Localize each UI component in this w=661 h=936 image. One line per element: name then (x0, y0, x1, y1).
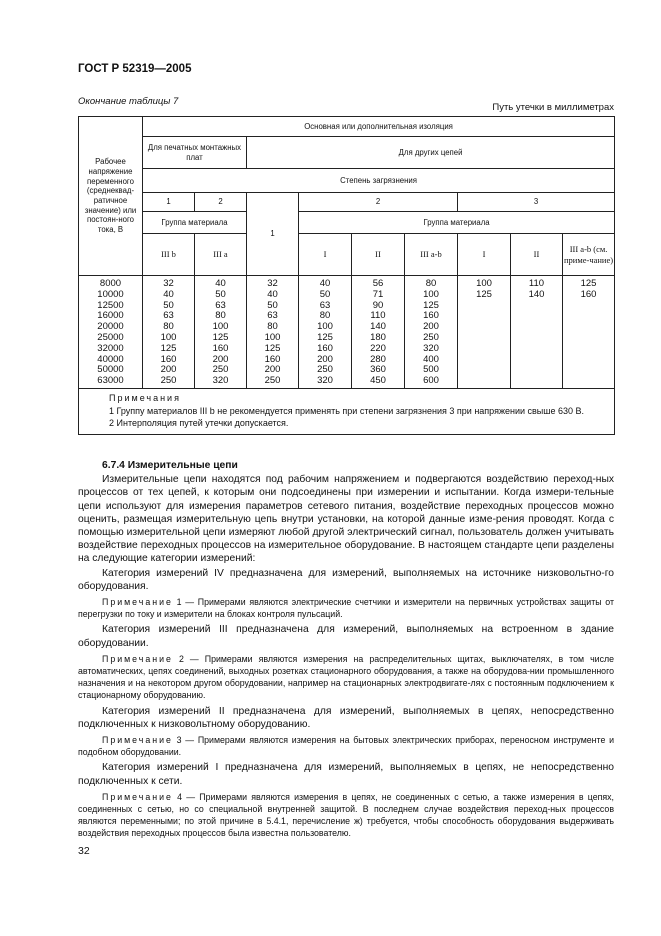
paragraph: Категория измерений III предназначена для измерений, выполняемых на встроенном в здание оборудовании. (78, 624, 614, 649)
notes-heading: Примечания (109, 393, 181, 403)
material-group: II (352, 234, 405, 276)
header-insulation: Основная или дополнительная изоляция (143, 117, 615, 137)
pollution-degree-3: 3 (458, 193, 615, 212)
paragraph: Категория измерений I предназначена для измерений, выполняемых в цепях, не непосредственно подключенных к сети. (78, 762, 614, 787)
table-note: 1 Группу материалов III b не рекомендуется применять при степени загрязнения 3 при напряжении свыше 630 В. (109, 405, 584, 416)
pollution-degree-2-other: 2 (299, 193, 458, 212)
note-text: 2 — Примерами являются измерения на распределительных щитах, выключателях, в том числе автоматических, цепях соединений, выходных розетках стационарного оборудования, а также на оборудова-нии промышленного назначения и на некотором другом оборудовании, например на стационарных электродвигате-лях с постоянным подключением к стационарному оборудованию. (78, 653, 614, 701)
note-label: Примечание (102, 735, 173, 746)
units-label: Путь утечки в миллиметрах (492, 102, 614, 113)
table-caption: Окончание таблицы 7 (78, 96, 179, 107)
data-column: 80 100 125 160 200 250 320 400 500 600 (405, 276, 458, 389)
creepage-table (78, 116, 615, 435)
header-other-circuits: Для других цепей (247, 137, 615, 169)
section-body (78, 459, 614, 843)
data-column: 32 40 50 63 80 100 125 160 200 250 (143, 276, 195, 389)
data-column: 32 40 50 63 80 100 125 160 200 250 (247, 276, 299, 389)
note (78, 596, 614, 620)
document-header: ГОСТ Р 52319—2005 (78, 63, 192, 75)
section-heading: 6.7.4 Измерительные цепи (102, 460, 238, 471)
material-group-label: III a-b (см. приме-чание) (564, 243, 614, 265)
material-group (563, 234, 615, 276)
data-column: 40 50 63 80 100 125 160 200 250 320 (299, 276, 352, 389)
note (78, 653, 614, 702)
material-group: III a-b (405, 234, 458, 276)
material-group: I (458, 234, 511, 276)
data-column: 100 125 (458, 276, 511, 389)
material-group: III b (143, 234, 195, 276)
material-group: I (299, 234, 352, 276)
paragraph: Измерительные цепи находятся под рабочим напряжением и подвергаются воздействию переход-ных процессов от тех цепей, к которым они подсоединены при измерении и испытании. Когда измери-тельные цепи используют для измерения параметров сетевого питания, воздействие переходных процессов можно оценить, размещая измерительную цепь внутри установки, на которой данные изме-рения проводят. Когда с помощью измерительной цепи измеряют любой другой электрический сигнал, пользователь должен учитывать воздействие переходных процессов на измерительное оборудование. В настоящем стандарте цепи разделены на следующие категории измерений: (78, 474, 614, 565)
header-pcb: Для печатных монтажных плат (143, 137, 247, 169)
note-label: Примечание (102, 653, 173, 664)
data-column: 40 50 63 80 100 125 160 200 250 320 (195, 276, 247, 389)
note (78, 734, 614, 758)
material-group: III a (195, 234, 247, 276)
material-group-pcb: Группа материала (143, 212, 247, 234)
pollution-degree-1: 1 (143, 193, 195, 212)
data-column: 110 140 (511, 276, 563, 389)
voltage-column: 8000 10000 12500 16000 20000 25000 32000 40000 50000 63000 (79, 276, 143, 389)
note (78, 791, 614, 840)
table-note: 2 Интерполяция путей утечки допускается. (109, 418, 289, 428)
header-voltage: Рабочее напряжение переменного (среднеквад-ратичное значение) или постоян-ного тока, В (79, 117, 143, 276)
header-pollution-degree: Степень загрязнения (143, 169, 615, 193)
paragraph: Категория измерений IV предназначена для измерений, выполняемых на источнике низковольтно-го оборудования. (78, 567, 614, 592)
note-label: Примечание (102, 791, 173, 802)
pollution-degree-2: 2 (195, 193, 247, 212)
pollution-degree-1-other: 1 (247, 193, 299, 276)
material-group-other: Группа материала (299, 212, 615, 234)
page-number: 32 (78, 845, 90, 857)
table-notes (79, 389, 615, 435)
paragraph: Категория измерений II предназначена для измерений, выполняемых в цепях, непосредственно подключенных к низковольтному оборудованию. (78, 705, 614, 730)
data-column: 125 160 (563, 276, 615, 389)
note-text: 4 — Примерами являются измерения в цепях, не соединенных с сетью, а также измерения в цепях, соединенных с сетью, но со специальной внутренней защитой. В последнем случае воздействия переход-ных процессов являются переменными; по этой причине в 5.4.1, перечисление ж) требуется, чтобы способность оборудования выдерживать воздействия переходных процессов была известна пользователю. (78, 791, 614, 839)
material-group: II (511, 234, 563, 276)
note-text: 3 — Примерами являются измерения на бытовых электрических приборах, переносном инструменте и подобном оборудовании. (78, 735, 614, 758)
note-label: Примечание (102, 597, 173, 608)
data-column: 56 71 90 110 140 180 220 280 360 450 (352, 276, 405, 389)
note-text: 1 — Примерами являются электрические счетчики и измерители на первичных устройствах защиты от перегрузки по току и измерители на блоках контроля пульсаций. (78, 597, 614, 620)
